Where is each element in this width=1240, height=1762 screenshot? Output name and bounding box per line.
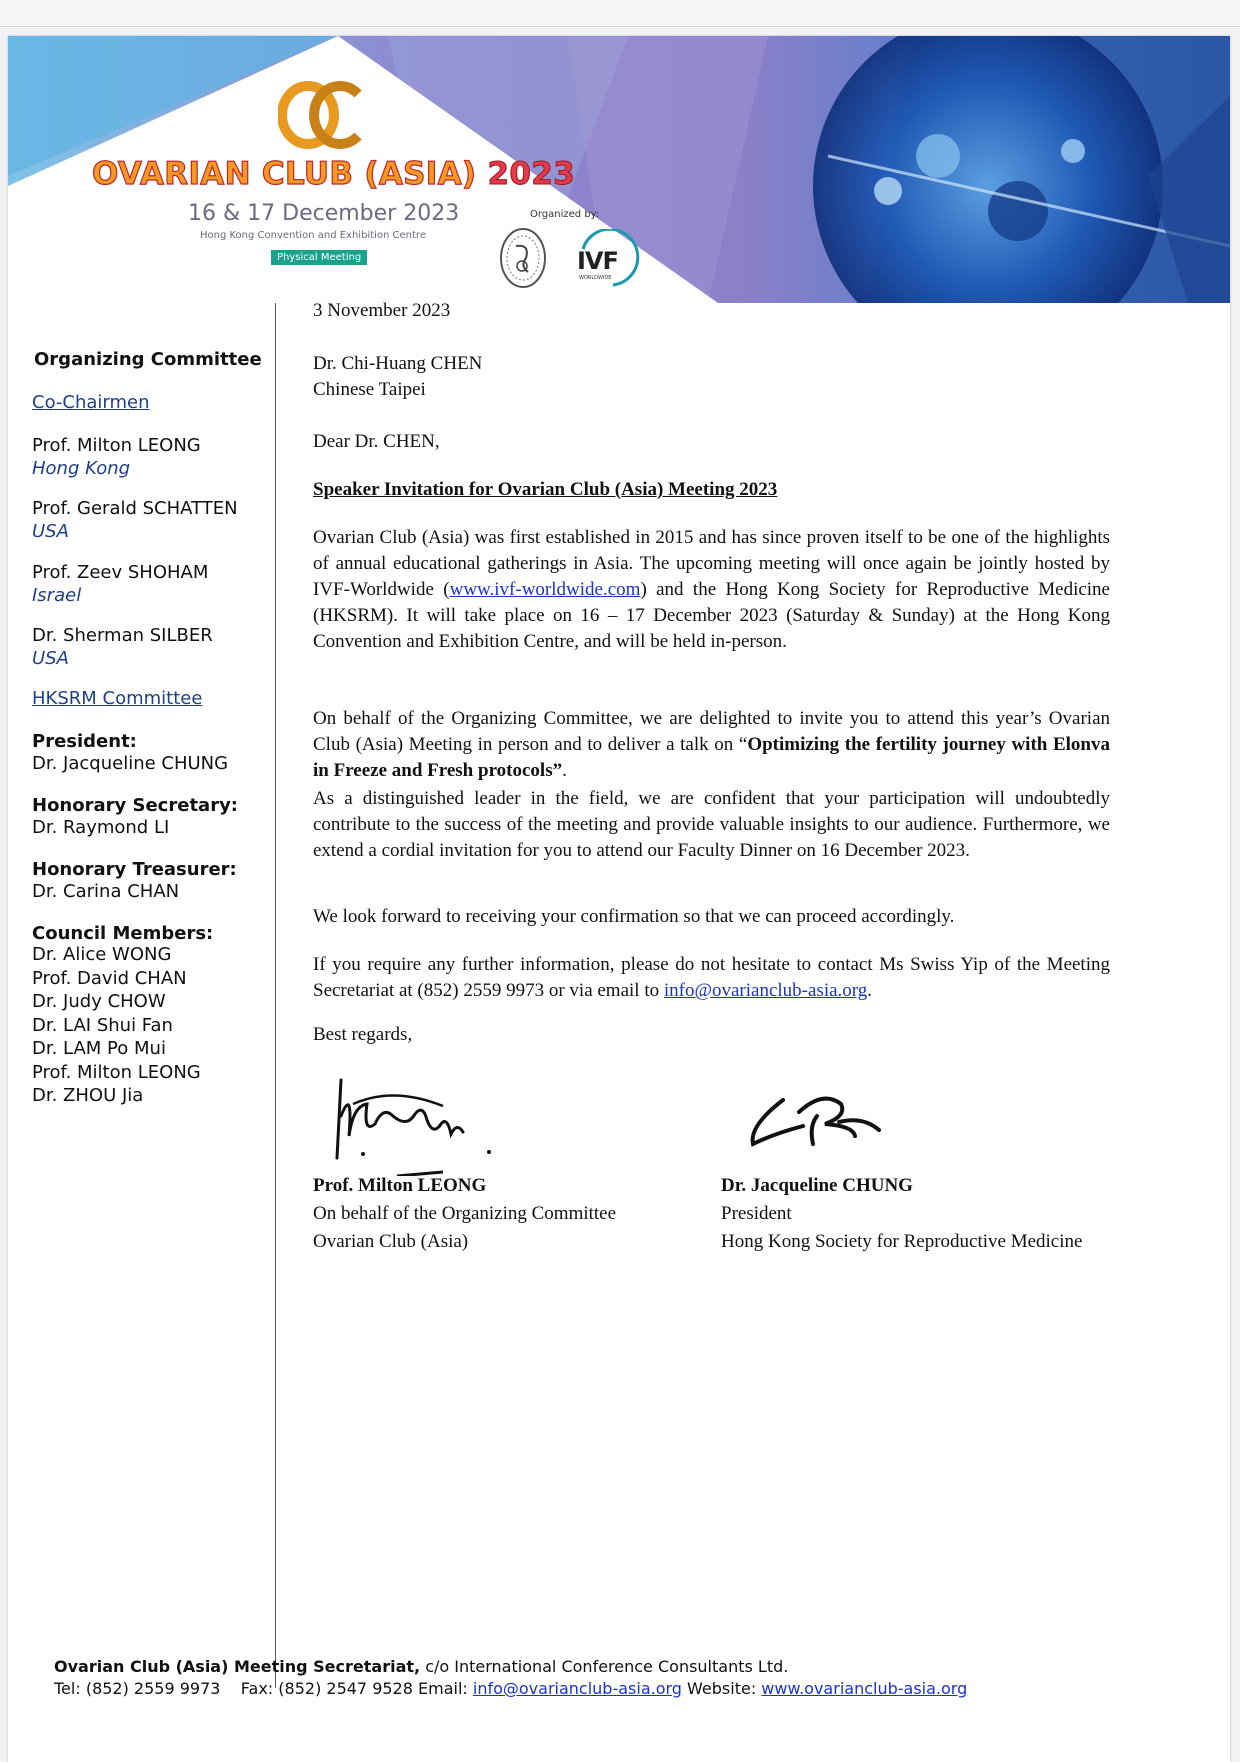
co-chairman-region: Hong Kong xyxy=(32,458,131,479)
list-item: Dr. Judy CHOW xyxy=(32,991,166,1012)
letter-subject: Speaker Invitation for Ovarian Club (Asia) Meeting 2023 xyxy=(313,479,778,500)
paragraph-contact: If you require any further information, please do not hesitate to contact Ms Swiss Yip of the Meeting Secretariat at (852) 2559 9973 or via email to info@ovarianclub-asia.org. xyxy=(313,954,1110,1001)
footer-website-link[interactable]: www.ovarianclub-asia.org xyxy=(761,1679,968,1698)
hksrm-committee-heading: HKSRM Committee xyxy=(32,688,203,709)
ovarian-club-logo-icon xyxy=(278,80,364,150)
contact-email-link[interactable]: info@ovarianclub-asia.org xyxy=(663,980,868,1001)
salutation: Dear Dr. CHEN, xyxy=(313,431,440,452)
conference-banner xyxy=(8,36,1230,303)
signatory-title: President xyxy=(721,1203,792,1224)
viewer-top-bar xyxy=(0,0,1240,27)
committee-role: President: xyxy=(32,731,137,752)
council-members-heading: Council Members: xyxy=(32,923,214,944)
signatory-leong xyxy=(313,1172,616,1256)
chung-signature-icon xyxy=(743,1086,903,1156)
organizing-committee-heading: Organizing Committee xyxy=(34,349,262,370)
hksrm-seal-icon xyxy=(498,226,548,290)
footer-contact: Tel: (852) 2559 9973 Fax: (852) 2547 9528 Email: info@ovarianclub-asia.org Website: www.ovarianclub-asia.org xyxy=(54,1679,968,1698)
signatory-chung xyxy=(721,1172,1082,1256)
co-chairman-name: Prof. Zeev SHOHAM xyxy=(32,562,209,583)
co-chairmen-heading: Co-Chairmen xyxy=(32,392,150,413)
co-chairman-region: Israel xyxy=(32,585,82,606)
footer-tel: Tel: (852) 2559 9973 xyxy=(54,1679,221,1698)
list-item: Dr. Alice WONG xyxy=(32,944,172,965)
ivf-logo-text: IVF xyxy=(577,247,618,275)
signatory-organization: Ovarian Club (Asia) xyxy=(313,1231,469,1252)
secretariat-footer xyxy=(54,1656,967,1700)
conference-dates: 16 & 17 December 2023 xyxy=(188,201,460,226)
list-item: Dr. LAM Po Mui xyxy=(32,1038,166,1059)
ivf-worldwide-link[interactable]: www.ivf-worldwide.com xyxy=(449,579,641,600)
list-item: Prof. Milton LEONG xyxy=(32,1061,201,1083)
recipient-name: Dr. Chi-Huang CHEN xyxy=(313,353,483,374)
list-item: Dr. ZHOU Jia xyxy=(32,1085,144,1106)
footer-organization: Ovarian Club (Asia) Meeting Secretariat, c/o International Conference Consultants Ltd. xyxy=(54,1657,789,1676)
ivf-logo-subtext: WORLDWIDE xyxy=(579,275,612,281)
ivf-worldwide-logo xyxy=(573,229,643,291)
physical-meeting-badge: Physical Meeting xyxy=(271,250,367,265)
paragraph-participation: As a distinguished leader in the field, we are confident that your participation will undoubtedly contribute to the success of the meeting and provide valuable insights to our audience. Furthermore, we extend a cordial invitation for you to attend our Faculty Dinner on 16 December 2023. xyxy=(313,788,1110,861)
talk-title: Optimizing the fertility journey with Elonva in Freeze and Fresh protocols” xyxy=(313,734,1110,781)
co-chairman-region: USA xyxy=(32,648,69,669)
signatory-name: Dr. Jacqueline CHUNG xyxy=(721,1175,913,1196)
co-chairman-name: Prof. Milton LEONG xyxy=(32,435,201,456)
paragraph-confirmation: We look forward to receiving your confirmation so that we can proceed accordingly. xyxy=(313,906,955,927)
committee-role: Honorary Secretary: xyxy=(32,795,238,816)
conference-title-year: 2023 xyxy=(487,156,575,192)
paragraph-invitation: On behalf of the Organizing Committee, we are delighted to invite you to attend this year’s Ovarian Club (Asia) Meeting in person and to deliver a talk on “Optimizing the fertility journey with Elonva in Freeze and Fresh protocols”. xyxy=(313,708,1110,781)
leong-signature-icon xyxy=(323,1076,503,1176)
letter-page xyxy=(8,36,1230,1762)
committee-role: Honorary Treasurer: xyxy=(32,859,237,880)
paragraph-intro: Ovarian Club (Asia) was first established in 2015 and has since proven itself to be one of the highlights of annual educational gatherings in Asia. The upcoming meeting will once again be jointly hosted by IVF-Worldwide (www.ivf-worldwide.com) and the Hong Kong Society for Reproductive Medicine (HKSRM). It will take place on 16 – 17 December 2023 (Saturday & Sunday) at the Hong Kong Convention and Exhibition Centre, and will be held in-person. xyxy=(313,527,1110,652)
letter-date: 3 November 2023 xyxy=(313,300,451,321)
list-item: Dr. LAI Shui Fan xyxy=(32,1014,173,1036)
co-chairman-region: USA xyxy=(32,521,69,542)
conference-title: OVARIAN CLUB (ASIA) 2023 xyxy=(92,156,575,192)
committee-member-name: Dr. Carina CHAN xyxy=(32,881,180,902)
organized-by-label: Organized by: xyxy=(530,209,600,220)
closing: Best regards, xyxy=(313,1024,413,1045)
recipient-location: Chinese Taipei xyxy=(313,379,426,400)
co-chairman-name: Prof. Gerald SCHATTEN xyxy=(32,498,238,519)
signatory-organization: Hong Kong Society for Reproductive Medicine xyxy=(721,1231,1083,1252)
co-chairman-name: Dr. Sherman SILBER xyxy=(32,625,213,646)
signatory-title: On behalf of the Organizing Committee xyxy=(313,1203,617,1224)
committee-member-name: Dr. Jacqueline CHUNG xyxy=(32,753,229,774)
list-item: Prof. David CHAN xyxy=(32,967,187,989)
conference-venue: Hong Kong Convention and Exhibition Centre xyxy=(200,230,426,241)
signatory-name: Prof. Milton LEONG xyxy=(313,1175,487,1196)
committee-member-name: Dr. Raymond LI xyxy=(32,817,170,838)
footer-email-link[interactable]: info@ovarianclub-asia.org xyxy=(472,1679,682,1698)
council-members-list xyxy=(32,943,201,1108)
column-divider xyxy=(275,303,276,1688)
